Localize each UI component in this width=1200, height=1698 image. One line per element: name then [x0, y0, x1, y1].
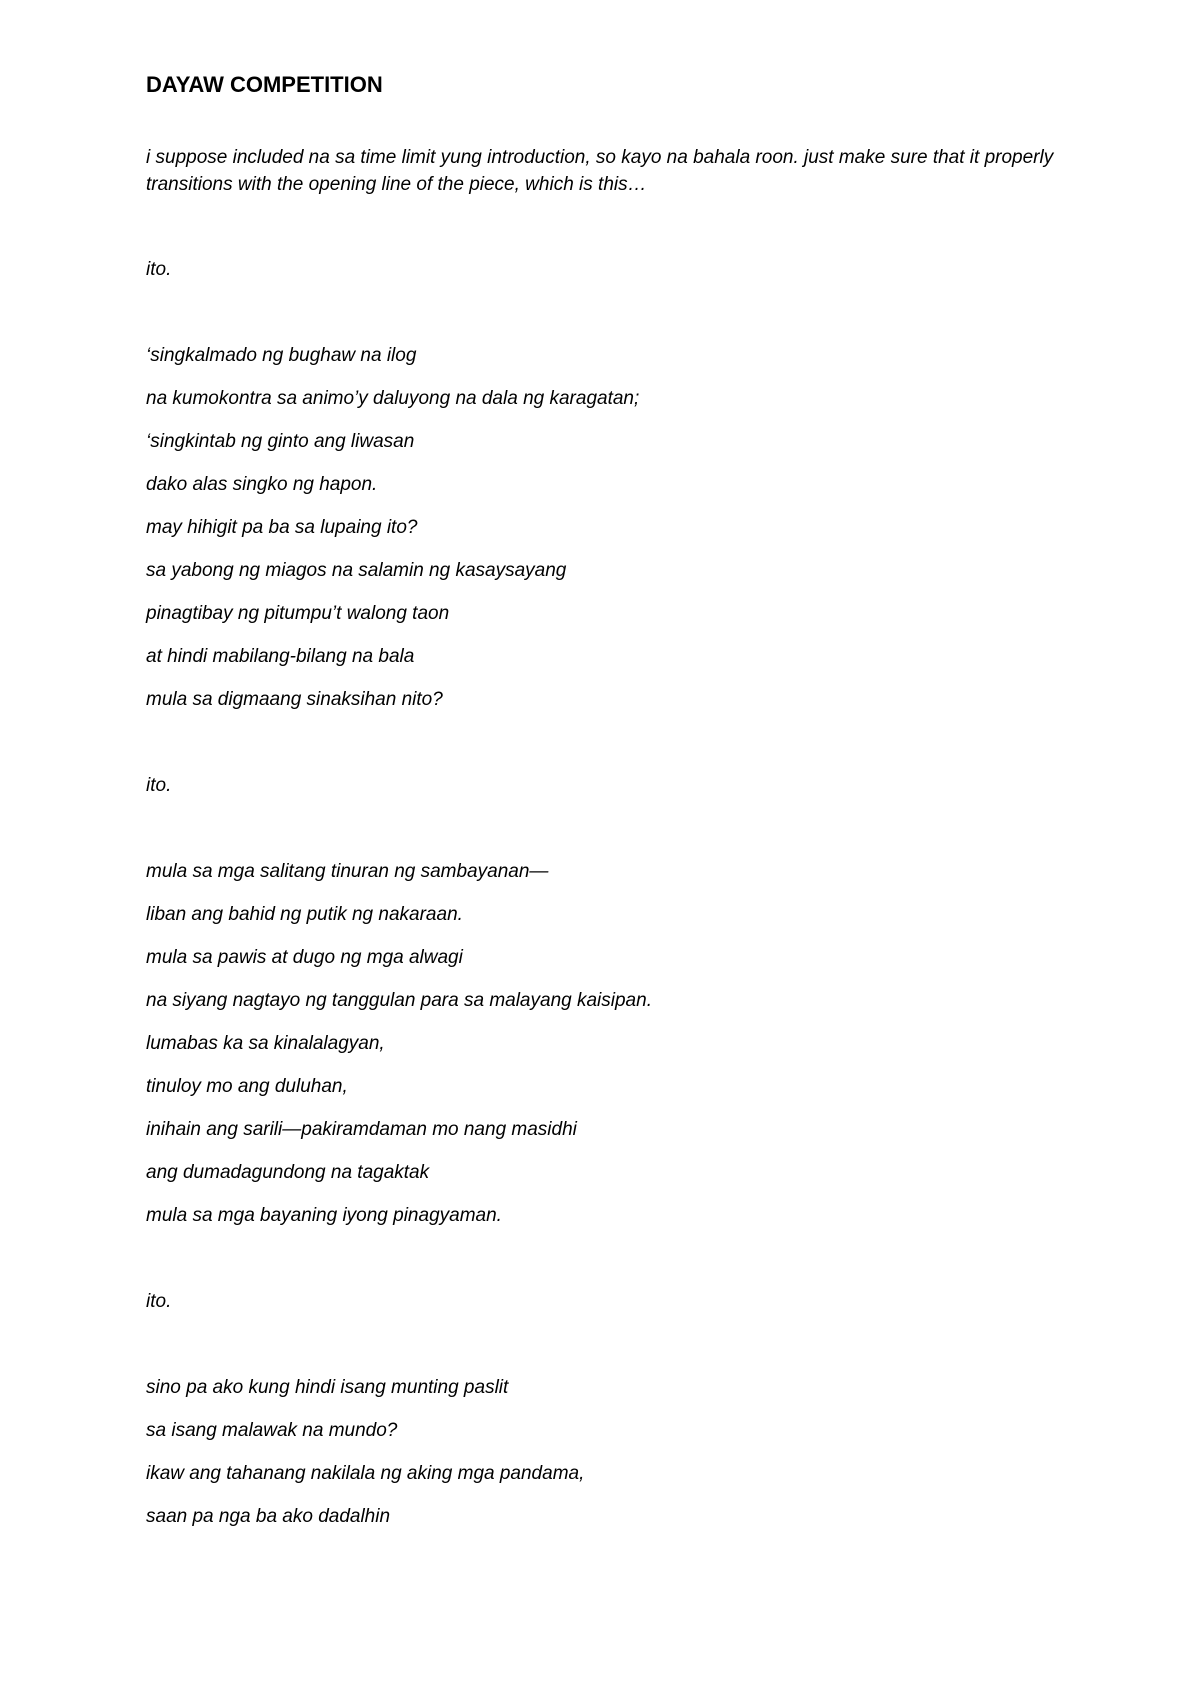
poem-line: mula sa digmaang sinaksihan nito?: [146, 689, 443, 710]
poem-line: mula sa pawis at dugo ng mga alwagi: [146, 947, 463, 968]
poem-line: ‘singkintab ng ginto ang liwasan: [146, 431, 415, 452]
poem-line: liban ang bahid ng putik ng nakaraan.: [146, 904, 463, 925]
poem-line: ‘singkalmado ng bughaw na ilog: [146, 345, 417, 366]
poem-line: ang dumadagundong na tagaktak: [146, 1162, 430, 1183]
poem-line: mula sa mga salitang tinuran ng sambayanan—: [146, 861, 549, 882]
poem-line: saan pa nga ba ako dadalhin: [146, 1506, 391, 1527]
poem-line: na siyang nagtayo ng tanggulan para sa malayang kaisipan.: [146, 990, 652, 1011]
document-title: DAYAW COMPETITION: [146, 72, 383, 97]
poem-line: na kumokontra sa animo’y daluyong na dala ng karagatan;: [146, 388, 640, 409]
poem-line: dako alas singko ng hapon.: [146, 474, 378, 495]
poem-line: pinagtibay ng pitumpu’t walong taon: [146, 603, 450, 624]
poem-line: ito.: [146, 259, 172, 280]
poem-line: sa yabong ng miagos na salamin ng kasaysayang: [146, 560, 567, 581]
poem-line: ikaw ang tahanang nakilala ng aking mga pandama,: [146, 1463, 585, 1484]
intro-note: i suppose included na sa time limit yung introduction, so kayo na bahala roon. just make sure that it properly transitions with the opening line of the piece, which is this…: [146, 147, 1054, 195]
poem-line: inihain ang sarili—pakiramdaman mo nang masidhi: [146, 1119, 577, 1140]
poem-line: tinuloy mo ang duluhan,: [146, 1076, 348, 1097]
poem-line: at hindi mabilang-bilang na bala: [146, 646, 415, 667]
poem-line: ito.: [146, 775, 172, 796]
poem-line: sa isang malawak na mundo?: [146, 1420, 398, 1441]
poem-line: lumabas ka sa kinalalagyan,: [146, 1033, 385, 1054]
poem-line: ito.: [146, 1291, 172, 1312]
poem-line: sino pa ako kung hindi isang munting paslit: [146, 1377, 509, 1398]
poem-line: mula sa mga bayaning iyong pinagyaman.: [146, 1205, 502, 1226]
poem-line: may hihigit pa ba sa lupaing ito?: [146, 517, 418, 538]
